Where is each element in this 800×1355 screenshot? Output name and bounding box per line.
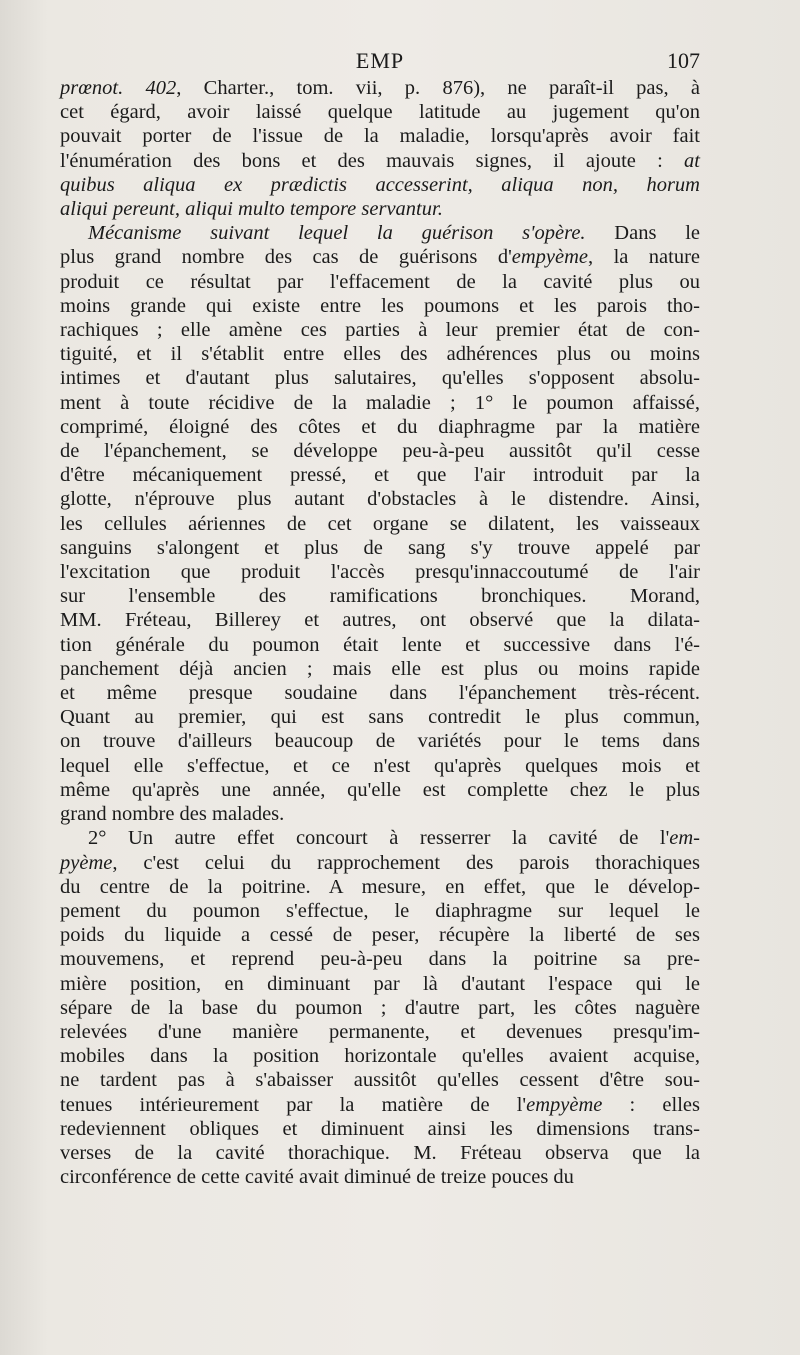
text-run: ne tardent pas à s'abaisser aussitôt qu'elles cessent d'être sou- [60,1069,700,1092]
text-line [60,875,700,899]
text-line [60,270,700,294]
text-run: , c'est celui du rapprochement des parois thorachiques [112,851,700,874]
text-line [60,100,700,124]
text-run: plus grand nombre des cas de guérisons d' [60,246,512,269]
text-run: moins grande qui existe entre les poumons et les parois tho- [60,294,700,317]
text-line [60,197,700,221]
text-run: relevées d'une manière permanente, et devenues presqu'im- [60,1020,700,1043]
text-line [60,754,700,778]
italic-run: pyème [60,851,113,874]
text-run: cet égard, avoir laissé quelque latitude au jugement qu'on [60,101,700,124]
text-line [60,536,700,560]
text-run: panchement déjà ancien ; mais elle est plus ou moins rapide [60,657,700,680]
text-line [60,923,700,947]
text-run: tenues intérieurement par la matière de l' [60,1093,527,1116]
text-run: de l'épanchement, se développe peu-à-peu aussitôt qu'il cesse [60,440,700,463]
paragraph [60,221,700,826]
text-line [60,1165,700,1189]
italic-run: empyème [511,246,589,269]
text-line [60,342,700,366]
text-line [60,1117,700,1141]
text-line [60,608,700,632]
text-line [60,318,700,342]
italic-run: aliqui pereunt, aliqui multo tempore servantur. [60,198,443,221]
text-run: , la nature [588,246,701,269]
text-run: circonférence de cette cavité avait diminué de treize pouces du [60,1166,574,1189]
text-run: l'énumération des bons et des mauvais signes, il ajoute : [60,149,685,172]
text-line [60,560,700,584]
text-line [60,1068,700,1092]
text-run: du centre de la poitrine. A mesure, en effet, que le dévelop- [60,875,700,898]
text-run: rachiques ; elle amène ces parties à leur premier état de con- [60,319,700,342]
text-line [60,463,700,487]
text-run: lequel elle s'effectue, et ce n'est qu'après quelques mois et [60,754,700,777]
text-run: grand nombre des malades. [60,803,285,826]
text-line [60,778,700,802]
text-run: l'excitation que produit l'accès presqu'innaccoutumé de l'air [60,561,700,584]
text-run: et même presque soudaine dans l'épanchement très-récent. [60,682,700,705]
page-number: 107 [667,48,700,73]
text-line [60,705,700,729]
text-run: comprimé, éloigné des côtes et du diaphragme par la matière [60,415,700,438]
text-run: mobiles dans la position horizontale qu'elles avaient acquise, [60,1045,700,1068]
text-run: pement du poumon s'effectue, le diaphragme sur lequel le [60,899,700,922]
text-line [60,947,700,971]
text-line [60,149,700,173]
text-line [60,512,700,536]
running-head: EMP [355,48,405,73]
text-line [60,439,700,463]
text-line [60,729,700,753]
text-line [60,415,700,439]
text-run: , Charter., tom. vii, p. 876), ne paraît-il pas, à [176,77,700,99]
text-line [60,221,700,245]
text-run: ment à toute récidive de la maladie ; 1° le poumon affaissé, [60,391,700,414]
text-line [60,1093,700,1117]
text-line [60,899,700,923]
text-line [60,366,700,390]
text-line [60,826,700,850]
text-line [60,996,700,1020]
text-line [60,76,700,100]
text-run: tiguité, et il s'établit entre elles des adhérences plus ou moins [60,343,700,366]
italic-run: Mécanisme suivant lequel la guérison s'opère. [88,222,586,245]
italic-run: at [684,149,700,172]
text-run: pouvait porter de l'issue de la maladie, lorsqu'après avoir fait [60,125,700,148]
text-run: Dans le [585,222,700,245]
italic-run: empyème [526,1093,603,1116]
text-line [60,487,700,511]
paragraph [60,76,700,221]
italic-run: prœnot. 402 [60,77,177,99]
text-run: 2° Un autre effet concourt à resserrer la cavité de l' [88,827,670,850]
text-line [60,245,700,269]
text-run: mière position, en diminuant par là d'autant l'espace qui le [60,972,700,995]
text-line [60,173,700,197]
text-line [60,124,700,148]
text-run: sur l'ensemble des ramifications bronchiques. Morand, [60,585,700,608]
text-run: : elles [602,1093,700,1116]
text-line [60,972,700,996]
text-line [60,657,700,681]
body-text [60,76,700,1189]
text-line [60,802,700,826]
text-run: produit ce résultat par l'effacement de la cavité plus ou [60,270,700,293]
text-run: tion générale du poumon était lente et successive dans l'é- [60,633,700,656]
text-line [60,391,700,415]
text-run: sanguins s'alongent et plus de sang s'y trouve appelé par [60,536,700,559]
italic-run: em- [669,827,700,850]
text-line [60,1020,700,1044]
text-run: d'être mécaniquement pressé, et que l'air introduit par la [60,464,700,487]
text-run: sépare de la base du poumon ; d'autre part, les côtes naguère [60,996,700,1019]
text-run: verses de la cavité thorachique. M. Fréteau observa que la [60,1141,700,1164]
text-line [60,1141,700,1165]
text-run: intimes et d'autant plus salutaires, qu'elles s'opposent absolu- [60,367,700,390]
text-line [60,681,700,705]
text-run: poids du liquide a cessé de peser, récupère la liberté de ses [60,924,700,947]
text-run: mouvemens, et reprend peu-à-peu dans la poitrine sa pre- [60,948,700,971]
paragraph [60,826,700,1189]
text-line [60,584,700,608]
text-run: glotte, n'éprouve plus autant d'obstacles à le distendre. Ainsi, [60,488,700,511]
text-line [60,1044,700,1068]
text-run: Quant au premier, qui est sans contredit le plus commun, [60,706,700,729]
text-line [60,633,700,657]
text-run: on trouve d'ailleurs beaucoup de variétés pour le tems dans [60,730,700,753]
text-run: les cellules aériennes de cet organe se dilatent, les vaisseaux [60,512,700,535]
text-line [60,294,700,318]
text-run: redeviennent obliques et diminuent ainsi les dimensions trans- [60,1117,700,1140]
text-run: même qu'après une année, qu'elle est complette chez le plus [60,778,700,801]
text-line [60,851,700,875]
text-run: MM. Fréteau, Billerey et autres, ont observé que la dilata- [60,609,700,632]
italic-run: quibus aliqua ex prædictis accesserint, aliqua non, horum [60,173,700,196]
